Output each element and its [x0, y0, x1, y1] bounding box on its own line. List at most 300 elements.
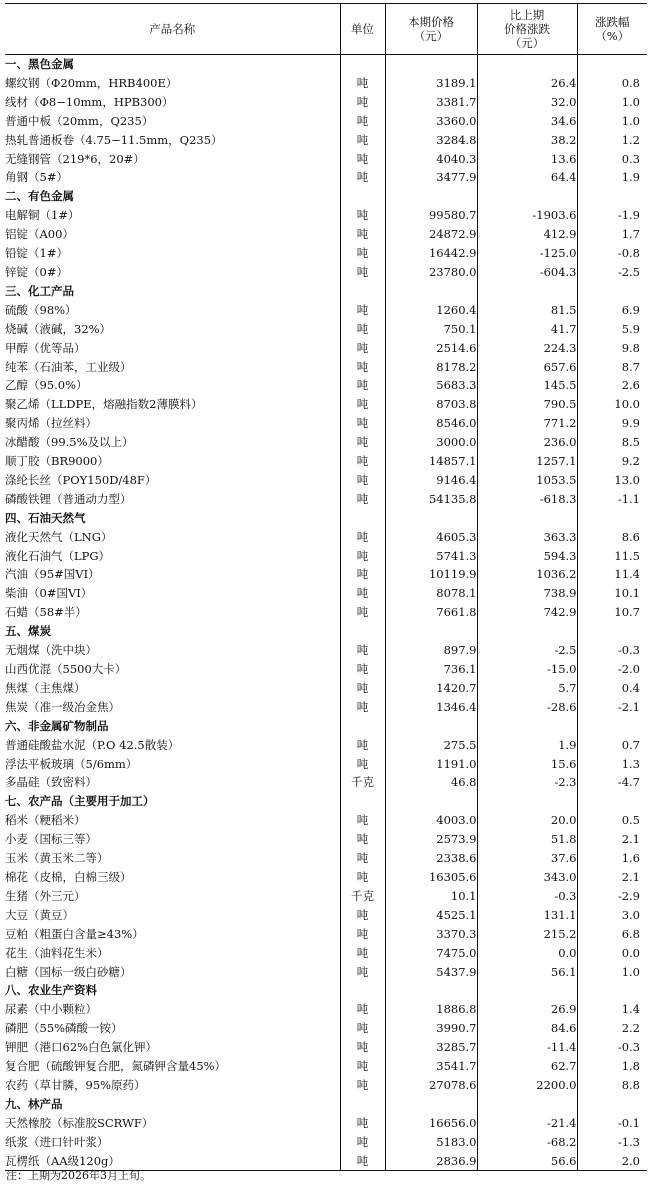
pct-change: 8.5: [577, 433, 647, 452]
empty-cell: [340, 1095, 385, 1114]
product-name: 甲醇（优等品）: [5, 340, 86, 355]
product-name: 无烟煤（洗中块）: [5, 643, 97, 658]
category-row: [5, 717, 647, 736]
product-name: 豆粕（粗蛋白含量≥43%）: [5, 926, 144, 941]
pct-change: 1.3: [577, 755, 647, 774]
table-row: [5, 263, 647, 282]
unit: 吨: [340, 565, 385, 584]
pct-change: 11.4: [577, 565, 647, 584]
unit: 吨: [340, 528, 385, 547]
category-title: 三、化工产品: [5, 283, 74, 298]
category-row: [5, 282, 647, 301]
empty-cell: [385, 792, 477, 811]
category-row: [5, 1095, 647, 1114]
empty-cell: [340, 55, 385, 74]
unit: 吨: [340, 1057, 385, 1076]
price-change: 771.2: [477, 414, 577, 433]
price-change: 412.9: [477, 225, 577, 244]
product-name: 玉米（黄玉米二等）: [5, 851, 109, 866]
category-row: [5, 55, 647, 74]
empty-cell: [340, 622, 385, 641]
pct-change: -2.1: [577, 698, 647, 717]
table-row: [5, 471, 647, 490]
pct-change: -1.9: [577, 206, 647, 225]
current-price: 10.1: [385, 887, 477, 906]
product-name: 聚丙烯（拉丝料）: [5, 416, 97, 431]
unit: 吨: [340, 1038, 385, 1057]
pct-change: 8.6: [577, 528, 647, 547]
unit: 吨: [340, 1133, 385, 1152]
product-name: 顺丁胶（BR9000）: [5, 454, 109, 469]
empty-cell: [477, 622, 577, 641]
current-price: 1886.8: [385, 1000, 477, 1019]
table-row: [5, 679, 647, 698]
empty-cell: [477, 1095, 577, 1114]
current-price: 5741.3: [385, 547, 477, 566]
price-change: 131.1: [477, 906, 577, 925]
current-price: 3541.7: [385, 1057, 477, 1076]
unit: 吨: [340, 963, 385, 982]
price-change: 51.8: [477, 830, 577, 849]
table-row: [5, 414, 647, 433]
current-price: 8178.2: [385, 358, 477, 377]
price-change: 343.0: [477, 868, 577, 887]
unit: 吨: [340, 339, 385, 358]
table-row: [5, 490, 647, 509]
unit: 吨: [340, 868, 385, 887]
footnote: 注：上期为2026年3月上旬。: [6, 1169, 151, 1182]
table-row: [5, 320, 647, 339]
price-change: 5.7: [477, 679, 577, 698]
price-change: 1.9: [477, 736, 577, 755]
pct-change: 0.8: [577, 74, 647, 93]
table-row: [5, 395, 647, 414]
pct-change: 5.9: [577, 320, 647, 339]
pct-change: 1.9: [577, 168, 647, 187]
table-body: [5, 55, 647, 1171]
category-title: 一、黑色金属: [5, 57, 74, 71]
category-title: 七、农产品（主要用于加工）: [5, 794, 155, 809]
pct-change: -2.9: [577, 887, 647, 906]
category-row: [5, 622, 647, 641]
product-name: 焦煤（主焦煤）: [5, 680, 86, 695]
current-price: 7475.0: [385, 944, 477, 963]
product-name: 液化天然气（LNG）: [5, 529, 113, 544]
unit: 吨: [340, 755, 385, 774]
product-name: 浮法平板玻璃（5/6mm）: [5, 756, 138, 771]
current-price: 4003.0: [385, 811, 477, 830]
unit: 吨: [340, 150, 385, 169]
unit: 吨: [340, 830, 385, 849]
current-price: 3360.0: [385, 112, 477, 131]
current-price: 54135.8: [385, 490, 477, 509]
empty-cell: [477, 981, 577, 1000]
table-row: [5, 376, 647, 395]
price-change: 56.6: [477, 1152, 577, 1171]
product-name: 无缝钢管（219*6，20#）: [5, 151, 145, 166]
empty-cell: [477, 509, 577, 528]
current-price: 4525.1: [385, 906, 477, 925]
empty-cell: [385, 622, 477, 641]
empty-cell: [477, 187, 577, 206]
empty-cell: [340, 187, 385, 206]
product-name: 稻米（粳稻米）: [5, 813, 86, 828]
unit: 吨: [340, 471, 385, 490]
empty-cell: [385, 187, 477, 206]
empty-cell: [577, 1095, 647, 1114]
current-price: 1260.4: [385, 301, 477, 320]
pct-change: 2.2: [577, 1019, 647, 1038]
unit: 吨: [340, 168, 385, 187]
current-price: 24872.9: [385, 225, 477, 244]
current-price: 3000.0: [385, 433, 477, 452]
current-price: 1346.4: [385, 698, 477, 717]
empty-cell: [385, 981, 477, 1000]
product-name: 液化石油气（LPG）: [5, 548, 111, 563]
table-row: [5, 584, 647, 603]
product-name: 烧碱（液碱，32%）: [5, 321, 112, 336]
price-change: 224.3: [477, 339, 577, 358]
unit: 吨: [340, 395, 385, 414]
pct-change: 1.4: [577, 1000, 647, 1019]
table-row: [5, 868, 647, 887]
header-unit-label: 单位: [351, 22, 374, 36]
header-pct-line2: （%）: [595, 29, 630, 43]
product-name: 焦炭（准一级冶金焦）: [5, 699, 120, 714]
empty-cell: [577, 717, 647, 736]
current-price: 16656.0: [385, 1114, 477, 1133]
empty-cell: [340, 282, 385, 301]
product-name: 螺纹钢（Φ20mm，HRB400E）: [5, 75, 178, 90]
pct-change: 10.7: [577, 603, 647, 622]
table-row: [5, 830, 647, 849]
empty-cell: [577, 187, 647, 206]
empty-cell: [385, 55, 477, 74]
unit: 吨: [340, 736, 385, 755]
current-price: 23780.0: [385, 263, 477, 282]
category-title: 六、非金属矿物制品: [5, 718, 109, 733]
price-change: 64.4: [477, 168, 577, 187]
price-change: 145.5: [477, 376, 577, 395]
empty-cell: [385, 509, 477, 528]
product-name: 纯苯（石油苯，工业级）: [5, 359, 132, 374]
price-change: 84.6: [477, 1019, 577, 1038]
pct-change: 10.1: [577, 584, 647, 603]
table-row: [5, 168, 647, 187]
current-price: 3189.1: [385, 74, 477, 93]
pct-change: 9.9: [577, 414, 647, 433]
table-row: [5, 131, 647, 150]
unit: 吨: [340, 1152, 385, 1171]
product-name: 热轧普通板卷（4.75−11.5mm，Q235）: [5, 132, 223, 147]
table-row: [5, 660, 647, 679]
current-price: 5183.0: [385, 1133, 477, 1152]
header-change-line1: 比上期: [509, 8, 545, 22]
current-price: 2573.9: [385, 830, 477, 849]
price-change: 1053.5: [477, 471, 577, 490]
unit: 吨: [340, 849, 385, 868]
product-name: 乙醇（95.0%）: [5, 378, 88, 393]
table-row: [5, 452, 647, 471]
table-row: [5, 1114, 647, 1133]
price-change: 20.0: [477, 811, 577, 830]
unit: 吨: [340, 112, 385, 131]
current-price: 8546.0: [385, 414, 477, 433]
unit: 吨: [340, 547, 385, 566]
price-change: -28.6: [477, 698, 577, 717]
price-change: 742.9: [477, 603, 577, 622]
current-price: 9146.4: [385, 471, 477, 490]
current-price: 4605.3: [385, 528, 477, 547]
pct-change: 0.4: [577, 679, 647, 698]
current-price: 1420.7: [385, 679, 477, 698]
header-price-line2: （元）: [413, 29, 449, 43]
unit: 吨: [340, 1076, 385, 1095]
table-row: [5, 641, 647, 660]
current-price: 736.1: [385, 660, 477, 679]
pct-change: 6.9: [577, 301, 647, 320]
pct-change: 0.5: [577, 811, 647, 830]
pct-change: 0.7: [577, 736, 647, 755]
empty-cell: [577, 509, 647, 528]
price-change: -68.2: [477, 1133, 577, 1152]
table-row: [5, 1000, 647, 1019]
unit: 吨: [340, 131, 385, 150]
table-row: [5, 433, 647, 452]
pct-change: -0.1: [577, 1114, 647, 1133]
current-price: 4040.3: [385, 150, 477, 169]
price-change: 37.6: [477, 849, 577, 868]
price-change: 34.6: [477, 112, 577, 131]
price-change: -0.3: [477, 887, 577, 906]
pct-change: 13.0: [577, 471, 647, 490]
empty-cell: [340, 792, 385, 811]
price-change: 594.3: [477, 547, 577, 566]
pct-change: 1.0: [577, 963, 647, 982]
product-name: 磷酸铁锂（普通动力型）: [5, 491, 132, 506]
pct-change: -2.5: [577, 263, 647, 282]
pct-change: 1.0: [577, 112, 647, 131]
category-title: 五、煤炭: [5, 624, 51, 639]
table-row: [5, 358, 647, 377]
current-price: 275.5: [385, 736, 477, 755]
price-change: 41.7: [477, 320, 577, 339]
unit: 吨: [340, 944, 385, 963]
unit: 吨: [340, 358, 385, 377]
current-price: 3990.7: [385, 1019, 477, 1038]
price-change: 26.4: [477, 74, 577, 93]
header-change: [477, 4, 577, 55]
current-price: 2338.6: [385, 849, 477, 868]
pct-change: 6.8: [577, 925, 647, 944]
table-row: [5, 603, 647, 622]
current-price: 16442.9: [385, 244, 477, 263]
pct-change: 2.0: [577, 1152, 647, 1171]
empty-cell: [477, 792, 577, 811]
product-name: 钾肥（港口62%白色氯化钾）: [5, 1040, 158, 1055]
table-header: [5, 4, 647, 55]
pct-change: 11.5: [577, 547, 647, 566]
table-row: [5, 206, 647, 225]
empty-cell: [577, 792, 647, 811]
unit: 吨: [340, 698, 385, 717]
product-name: 花生（油料花生米）: [5, 945, 109, 960]
current-price: 99580.7: [385, 206, 477, 225]
price-change: 790.5: [477, 395, 577, 414]
product-name: 棉花（皮棉，白棉三级）: [5, 869, 132, 884]
current-price: 7661.8: [385, 603, 477, 622]
table-row: [5, 963, 647, 982]
table-row: [5, 1019, 647, 1038]
current-price: 3285.7: [385, 1038, 477, 1057]
product-name: 瓦楞纸（AA级120g）: [5, 1152, 340, 1171]
price-change: 738.9: [477, 584, 577, 603]
pct-change: 10.0: [577, 395, 647, 414]
pct-change: 0.0: [577, 944, 647, 963]
pct-change: 9.8: [577, 339, 647, 358]
header-change-line2: 价格涨跌: [504, 22, 550, 36]
product-name: 小麦（国标三等）: [5, 832, 97, 847]
current-price: 16305.6: [385, 868, 477, 887]
table-row: [5, 1057, 647, 1076]
empty-cell: [340, 717, 385, 736]
product-name: 聚乙烯（LLDPE，熔融指数2薄膜料）: [5, 397, 203, 412]
table-row: [5, 339, 647, 358]
unit: 吨: [340, 244, 385, 263]
price-change: 363.3: [477, 528, 577, 547]
current-price: 3381.7: [385, 93, 477, 112]
unit: 吨: [340, 452, 385, 471]
header-pct-line1: 涨跌幅: [595, 15, 630, 29]
header-change-line3: （元）: [509, 36, 545, 50]
unit: 吨: [340, 74, 385, 93]
pct-change: 1.7: [577, 225, 647, 244]
category-row: [5, 187, 647, 206]
pct-change: -4.7: [577, 773, 647, 792]
unit: 吨: [340, 1114, 385, 1133]
price-table: [5, 3, 647, 1171]
product-name: 冰醋酸（99.5%及以上）: [5, 435, 134, 450]
table-row: [5, 565, 647, 584]
price-change: -2.5: [477, 641, 577, 660]
table-row: [5, 736, 647, 755]
table-row: [5, 93, 647, 112]
pct-change: 1.6: [577, 849, 647, 868]
category-row: [5, 509, 647, 528]
price-change: -11.4: [477, 1038, 577, 1057]
current-price: 27078.6: [385, 1076, 477, 1095]
unit: 吨: [340, 263, 385, 282]
current-price: 10119.9: [385, 565, 477, 584]
pct-change: 1.2: [577, 131, 647, 150]
category-title: 九、林产品: [5, 1096, 63, 1111]
product-name: 磷肥（55%磷酸一铵）: [5, 1021, 123, 1036]
price-change: 657.6: [477, 358, 577, 377]
price-change: 15.6: [477, 755, 577, 774]
header-price: [385, 4, 477, 55]
unit: 吨: [340, 906, 385, 925]
unit: 吨: [340, 301, 385, 320]
price-change: 32.0: [477, 93, 577, 112]
current-price: 897.9: [385, 641, 477, 660]
empty-cell: [477, 55, 577, 74]
unit: 吨: [340, 206, 385, 225]
pct-change: -2.0: [577, 660, 647, 679]
empty-cell: [477, 282, 577, 301]
pct-change: 2.1: [577, 868, 647, 887]
table-row: [5, 528, 647, 547]
table-row: [5, 925, 647, 944]
empty-cell: [385, 282, 477, 301]
price-change: -604.3: [477, 263, 577, 282]
category-title: 八、农业生产资料: [5, 983, 97, 998]
price-change: -15.0: [477, 660, 577, 679]
price-change: 13.6: [477, 150, 577, 169]
current-price: 2514.6: [385, 339, 477, 358]
product-name: 硫酸（98%）: [5, 302, 77, 317]
product-name: 铅锭（1#）: [5, 246, 68, 261]
pct-change: 8.7: [577, 358, 647, 377]
unit: 吨: [340, 93, 385, 112]
table-row: [5, 906, 647, 925]
price-change: 38.2: [477, 131, 577, 150]
table-row: [5, 755, 647, 774]
empty-cell: [477, 717, 577, 736]
price-change: -618.3: [477, 490, 577, 509]
product-name: 石蜡（58#半）: [5, 605, 87, 620]
price-change: 26.9: [477, 1000, 577, 1019]
current-price: 5437.9: [385, 963, 477, 982]
product-name: 铝锭（A00）: [5, 227, 74, 242]
unit: 吨: [340, 660, 385, 679]
unit: 吨: [340, 1000, 385, 1019]
product-name: 山西优混（5500大卡）: [5, 662, 127, 676]
product-name: 大豆（黄豆）: [5, 907, 74, 922]
empty-cell: [340, 981, 385, 1000]
pct-change: 9.2: [577, 452, 647, 471]
current-price: 8703.8: [385, 395, 477, 414]
current-price: 2836.9: [385, 1152, 477, 1171]
current-price: 5683.3: [385, 376, 477, 395]
unit: 吨: [340, 641, 385, 660]
price-change: 56.1: [477, 963, 577, 982]
product-name: 多晶硅（致密料）: [5, 775, 97, 790]
unit: 吨: [340, 376, 385, 395]
product-name: 线材（Φ8−10mm，HPB300）: [5, 94, 174, 109]
current-price: 46.8: [385, 773, 477, 792]
product-name: 天然橡胶（标准胶SCRWF）: [5, 1115, 154, 1130]
unit: 吨: [340, 490, 385, 509]
category-row: [5, 981, 647, 1000]
price-change: 236.0: [477, 433, 577, 452]
header-unit: [340, 4, 385, 55]
table-row: [5, 112, 647, 131]
empty-cell: [385, 1095, 477, 1114]
table-row: [5, 1133, 647, 1152]
table-row: [5, 547, 647, 566]
product-name: 普通中板（20mm，Q235）: [5, 113, 154, 128]
empty-cell: [340, 509, 385, 528]
header-product: [5, 4, 340, 55]
pct-change: -0.3: [577, 641, 647, 660]
price-change: 2200.0: [477, 1076, 577, 1095]
product-name: 涤纶长丝（POY150D/48F）: [5, 472, 157, 487]
unit: 吨: [340, 925, 385, 944]
current-price: 3370.3: [385, 925, 477, 944]
product-name: 电解铜（1#）: [5, 208, 80, 223]
product-name: 尿素（中小颗粒）: [5, 1002, 97, 1017]
price-change: 62.7: [477, 1057, 577, 1076]
